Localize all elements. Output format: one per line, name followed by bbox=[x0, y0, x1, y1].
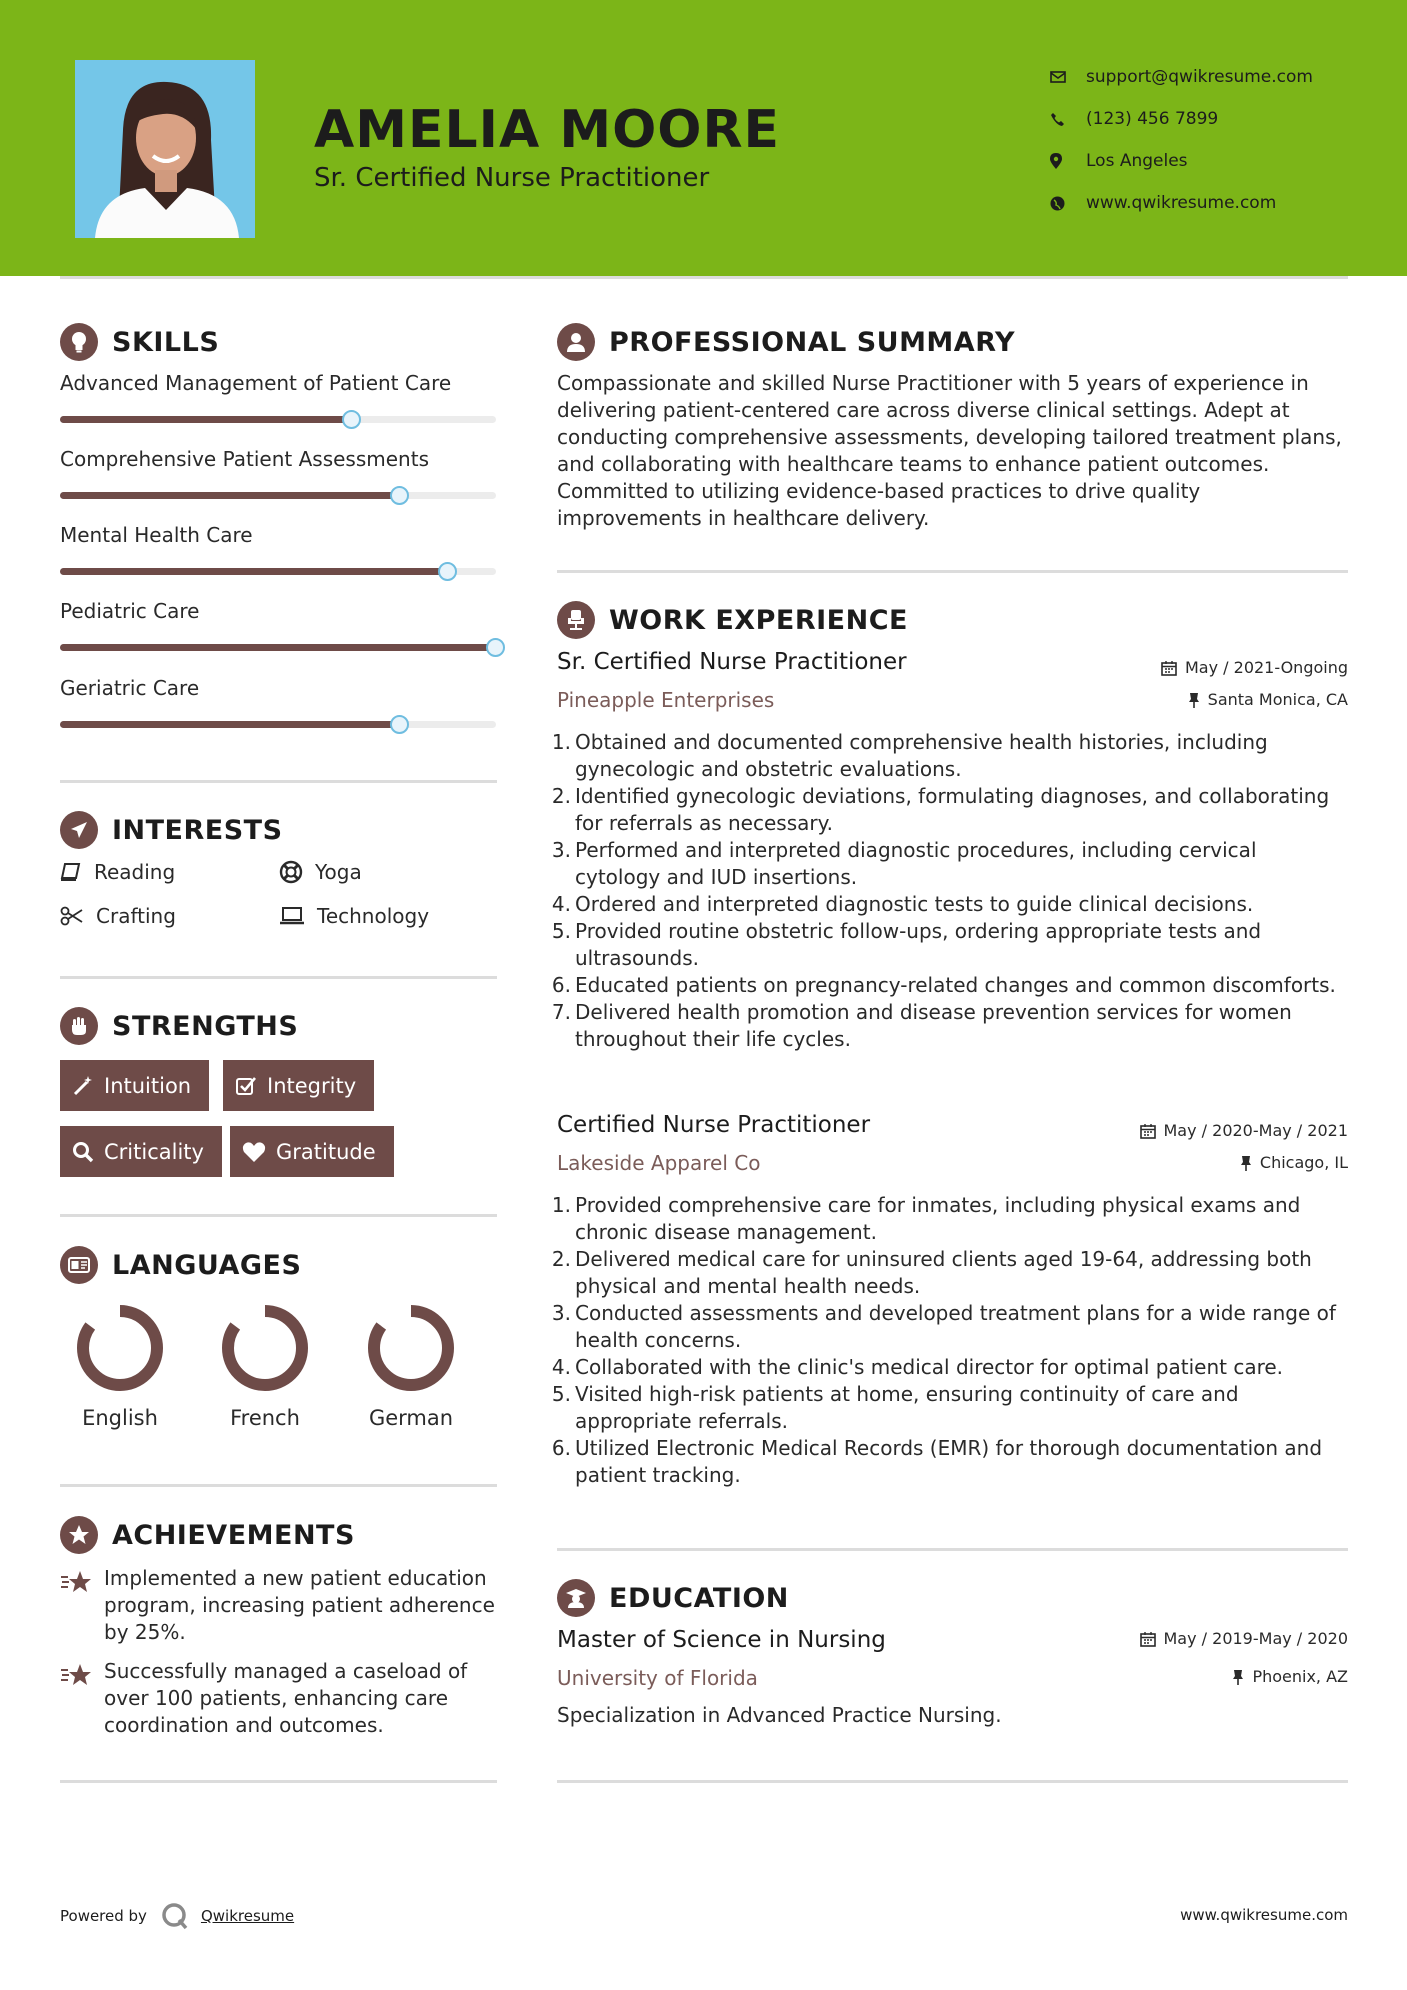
star-badge-icon bbox=[60, 1516, 98, 1554]
duty-item: Delivered health promotion and disease prevention services for women throughout their life cycles. bbox=[575, 1000, 1292, 1051]
strengths-heading: STRENGTHS bbox=[60, 1007, 298, 1045]
skill-bar-knob bbox=[486, 638, 505, 657]
book-icon bbox=[60, 862, 82, 882]
job-location: Chicago, IL bbox=[1240, 1153, 1348, 1172]
skill-bar-fill bbox=[60, 492, 400, 499]
job-company: Pineapple Enterprises bbox=[557, 688, 775, 712]
footer-powered-by: Powered by Qwikresume bbox=[60, 1902, 294, 1930]
strength-tag-intuition: Intuition bbox=[60, 1060, 209, 1111]
education-dates: May / 2019-May / 2020 bbox=[1140, 1629, 1349, 1648]
language-item bbox=[60, 1300, 180, 1430]
skill-bar-knob bbox=[438, 562, 457, 581]
languages-heading: LANGUAGES bbox=[60, 1246, 301, 1284]
section-divider bbox=[60, 976, 497, 979]
calendar-icon bbox=[1140, 1123, 1156, 1139]
duty-item: Provided routine obstetric follow-ups, ordering appropriate tests and ultrasounds. bbox=[575, 919, 1262, 970]
section-divider bbox=[557, 1780, 1348, 1783]
skill-bar bbox=[60, 492, 496, 499]
achievements-heading: ACHIEVEMENTS bbox=[60, 1516, 355, 1554]
skill-bar bbox=[60, 721, 496, 728]
graduate-icon bbox=[557, 1579, 595, 1617]
heart-icon bbox=[242, 1141, 266, 1163]
language-gauge bbox=[217, 1300, 313, 1396]
paper-plane-icon bbox=[60, 811, 98, 849]
section-divider bbox=[557, 1548, 1348, 1551]
achievement-item: Successfully managed a caseload of over 100 patients, enhancing care coordination and outcomes. bbox=[60, 1658, 500, 1739]
duty-item: Ordered and interpreted diagnostic tests to guide clinical decisions. bbox=[575, 892, 1254, 916]
checkbox-icon bbox=[235, 1075, 257, 1097]
job-title: Certified Nurse Practitioner bbox=[557, 1112, 871, 1138]
star-icon bbox=[60, 1565, 104, 1646]
job-dates: May / 2020-May / 2021 bbox=[1140, 1121, 1349, 1140]
skill-label: Comprehensive Patient Assessments bbox=[60, 447, 429, 471]
contact-location: Los Angeles bbox=[1050, 140, 1313, 182]
job-title: Sr. Certified Nurse Practitioner bbox=[557, 649, 907, 675]
interest-item-yoga: Yoga bbox=[279, 860, 362, 884]
job-location: Santa Monica, CA bbox=[1188, 690, 1348, 709]
strength-tag-criticality: Criticality bbox=[60, 1126, 222, 1177]
user-icon bbox=[557, 323, 595, 361]
candidate-name: AMELIA MOORE bbox=[314, 100, 781, 160]
pushpin-icon bbox=[1188, 692, 1200, 708]
duty-item: Educated patients on pregnancy-related changes and common discomforts. bbox=[575, 973, 1336, 997]
calendar-icon bbox=[1140, 1631, 1156, 1647]
duty-item: Visited high-risk patients at home, ensuring continuity of care and appropriate referrals. bbox=[575, 1382, 1239, 1433]
job-duties bbox=[557, 1192, 1347, 1489]
pushpin-icon bbox=[1240, 1155, 1252, 1171]
map-pin-icon bbox=[1050, 153, 1086, 169]
skill-bar-fill bbox=[60, 568, 448, 575]
language-item bbox=[351, 1300, 471, 1430]
skill-bar-fill bbox=[60, 416, 352, 423]
magic-wand-icon bbox=[72, 1075, 94, 1097]
qwikresume-logo-icon bbox=[161, 1902, 189, 1930]
skill-bar-knob bbox=[390, 486, 409, 505]
laptop-icon bbox=[279, 906, 305, 926]
language-gauge bbox=[72, 1300, 168, 1396]
skill-bar-fill bbox=[60, 644, 496, 651]
summary-heading: PROFESSIONAL SUMMARY bbox=[557, 323, 1015, 361]
skill-bar bbox=[60, 568, 496, 575]
skill-bar-knob bbox=[342, 410, 361, 429]
duty-item: Collaborated with the clinic's medical director for optimal patient care. bbox=[575, 1355, 1284, 1379]
language-gauge bbox=[363, 1300, 459, 1396]
duty-item: Conducted assessments and developed treatment plans for a wide range of health concerns. bbox=[575, 1301, 1336, 1352]
interest-item-crafting: Crafting bbox=[60, 904, 176, 928]
contact-list bbox=[1050, 56, 1313, 224]
skill-bar-fill bbox=[60, 721, 400, 728]
skill-bar-knob bbox=[390, 715, 409, 734]
pushpin-icon bbox=[1232, 1669, 1244, 1685]
achievement-item: Implemented a new patient education program, increasing patient adherence by 25%. bbox=[60, 1565, 500, 1646]
envelope-icon bbox=[1050, 70, 1086, 84]
job-company: Lakeside Apparel Co bbox=[557, 1151, 761, 1175]
experience-heading: WORK EXPERIENCE bbox=[557, 601, 908, 639]
language-label: German bbox=[368, 1406, 454, 1430]
duty-item: Identified gynecologic deviations, formulating diagnoses, and collaborating for referrals as necessary. bbox=[575, 784, 1330, 835]
section-divider bbox=[60, 1484, 497, 1487]
education-heading: EDUCATION bbox=[557, 1579, 789, 1617]
skill-bar bbox=[60, 416, 496, 423]
search-icon bbox=[72, 1141, 94, 1163]
education-location: Phoenix, AZ bbox=[1232, 1667, 1348, 1686]
contact-phone[interactable]: (123) 456 7899 bbox=[1050, 98, 1313, 140]
language-item bbox=[205, 1300, 325, 1430]
interest-item-technology: Technology bbox=[279, 904, 429, 928]
duty-item: Delivered medical care for uninsured clients aged 19-64, addressing both physical and mental health needs. bbox=[575, 1247, 1312, 1298]
skill-label: Pediatric Care bbox=[60, 599, 200, 623]
skill-label: Geriatric Care bbox=[60, 676, 200, 700]
duty-item: Utilized Electronic Medical Records (EMR) for thorough documentation and patient tracking. bbox=[575, 1436, 1323, 1487]
header-divider bbox=[60, 276, 1348, 279]
hand-icon bbox=[60, 1007, 98, 1045]
section-divider bbox=[60, 780, 497, 783]
section-divider bbox=[60, 1780, 497, 1783]
section-divider bbox=[557, 570, 1348, 573]
resume-header bbox=[0, 0, 1407, 276]
interest-item-reading: Reading bbox=[60, 860, 175, 884]
lightbulb-icon bbox=[60, 323, 98, 361]
language-label: French bbox=[230, 1406, 300, 1430]
contact-website[interactable]: www.qwikresume.com bbox=[1050, 182, 1313, 224]
star-icon bbox=[60, 1658, 104, 1739]
globe-icon bbox=[1050, 196, 1086, 211]
scissors-icon bbox=[60, 906, 84, 926]
degree-title: Master of Science in Nursing bbox=[557, 1627, 886, 1653]
summary-text: Compassionate and skilled Nurse Practitioner with 5 years of experience in delivering patient-centered care across diverse clinical settings. Adept at conducting comprehensive assessments, developing tailored treatment plans, and collaborating with healthcare teams to enhance patient outcomes. Committed to utilizing evidence-based practices to drive quality improvements in healthcare delivery. bbox=[557, 371, 1342, 530]
language-label: English bbox=[82, 1406, 158, 1430]
school-name: University of Florida bbox=[557, 1666, 758, 1690]
contact-email[interactable]: support@qwikresume.com bbox=[1050, 56, 1313, 98]
section-divider bbox=[60, 1214, 497, 1217]
strength-tag-integrity: Integrity bbox=[223, 1060, 374, 1111]
skill-label: Mental Health Care bbox=[60, 523, 253, 547]
lifebuoy-icon bbox=[279, 860, 303, 884]
job-duties bbox=[557, 729, 1347, 1053]
footer-site-link[interactable]: www.qwikresume.com bbox=[1180, 1906, 1348, 1924]
duty-item: Obtained and documented comprehensive health histories, including gynecologic and obstetric evaluations. bbox=[575, 730, 1268, 781]
language-card-icon bbox=[60, 1246, 98, 1284]
strength-tag-gratitude: Gratitude bbox=[230, 1126, 394, 1177]
skill-label: Advanced Management of Patient Care bbox=[60, 371, 452, 395]
office-chair-icon bbox=[557, 601, 595, 639]
duty-item: Performed and interpreted diagnostic procedures, including cervical cytology and IUD insertions. bbox=[575, 838, 1257, 889]
interests-heading: INTERESTS bbox=[60, 811, 283, 849]
qwikresume-link[interactable]: Qwikresume bbox=[200, 1907, 295, 1925]
education-detail: Specialization in Advanced Practice Nursing. bbox=[557, 1703, 1002, 1727]
job-dates: May / 2021-Ongoing bbox=[1161, 658, 1348, 677]
skill-bar bbox=[60, 644, 496, 651]
calendar-icon bbox=[1161, 660, 1177, 676]
candidate-role: Sr. Certified Nurse Practitioner bbox=[314, 163, 710, 193]
profile-photo bbox=[75, 60, 255, 238]
duty-item: Provided comprehensive care for inmates, including physical exams and chronic disease management. bbox=[575, 1193, 1301, 1244]
skills-heading: SKILLS bbox=[60, 323, 219, 361]
phone-icon bbox=[1050, 112, 1086, 127]
